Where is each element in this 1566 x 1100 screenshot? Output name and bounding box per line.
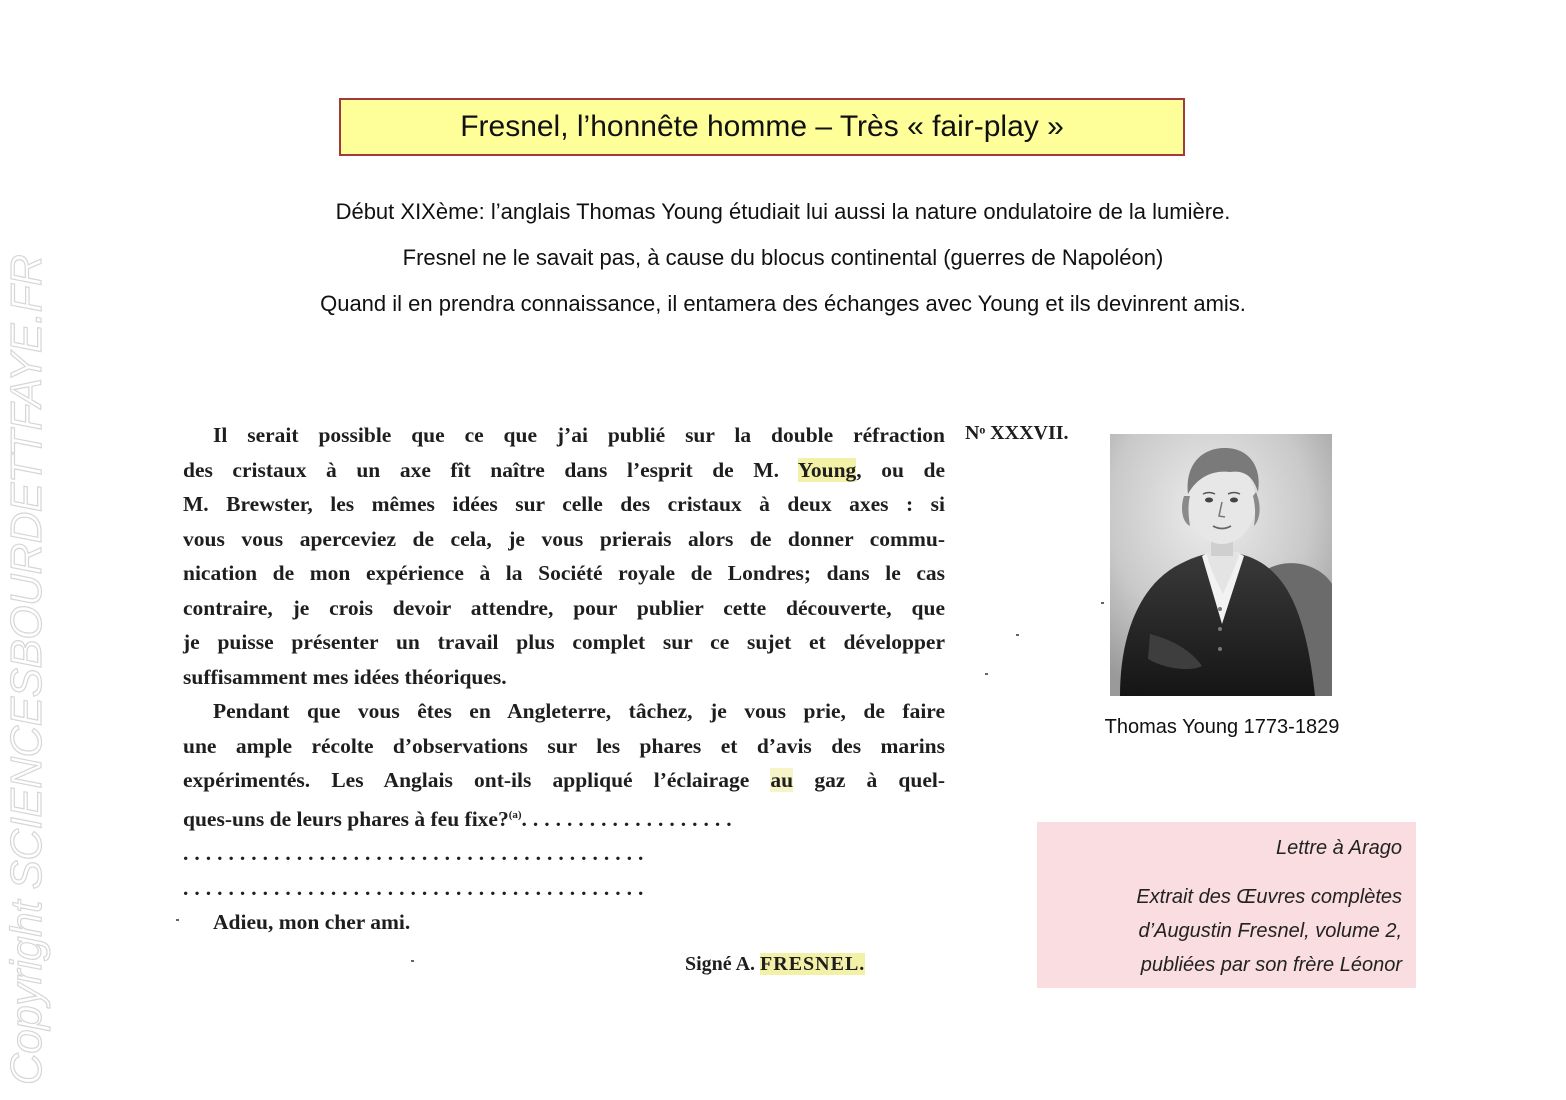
slide-title: Fresnel, l’honnête homme – Très « fair-play » [460,110,1064,143]
letter-line: expérimentés. Les Anglais ont-ils appliqué l’éclairage au gaz à quel- [183,768,946,792]
thomas-young-portrait [1110,434,1332,696]
letter-line: des cristaux à un axe fît naître dans l’esprit de M. Young, ou de [183,457,945,482]
source-line: publiées par son frère Léonor [1140,954,1402,976]
letter-line: une ample récolte d’observations sur les phares et d’avis des marins [183,733,945,758]
letter-line: M. Brewster, les mêmes idées sur celle des cristaux à deux axes : si [183,492,945,516]
intro-line-2: Fresnel ne le savait pas, à cause du blocus continental (guerres de Napoléon) [402,245,1164,270]
intro-line-1: Début XIXème: l’anglais Thomas Young étudiait lui aussi la nature ondulatoire de la lumière. [335,199,1231,224]
letter-line: contraire, je crois devoir attendre, pour publier cette découverte, que [183,595,945,620]
ellipsis-line: ......................................... [183,841,650,866]
intro-line-3: Quand il en prendra connaissance, il entamera des échanges avec Young et ils devinrent amis. [320,291,1246,316]
highlight-au: au [770,768,794,792]
letter-farewell: Adieu, mon cher ami. [213,910,411,935]
source-title: Lettre à Arago [1275,837,1402,859]
ellipsis-line: ......................................... [183,875,650,900]
letter-line: vous vous aperceviez de cela, je vous prierais alors de donner commu- [183,526,945,551]
letter-line: suffisamment mes idées théoriques. [183,664,507,689]
footnote-mark: (a) [508,808,522,821]
letter-number: Nᵒ XXXVII. [965,422,1069,444]
source-line: d’Augustin Fresnel, volume 2, [1138,920,1402,942]
letter-line: ques-uns de leurs phares à feu fixe?$^{(a)}$................... [183,806,738,831]
signature-name-highlight: FRESNEL. [760,953,866,975]
slide-title-box [339,98,1185,156]
portrait-caption: Thomas Young 1773-1829 [1104,716,1340,738]
letter-signature: Signé A. FRESNEL. [685,953,866,975]
letter-line: je puisse présenter un travail plus complet sur ce sujet et développer [183,630,945,654]
copyright-watermark: Copyright SCIENCESBOURDETTFAYE.FR [2,254,51,1085]
source-citation-box [1037,822,1416,988]
source-line: Extrait des Œuvres complètes [1136,886,1402,908]
letter-line: nication de mon expérience à la Société royale de Londres; dans le cas [183,561,945,585]
letter-line: Il serait possible que ce que j’ai publié sur la double réfraction [213,423,945,447]
highlight-young: Young [797,457,857,482]
letter-line: Pendant que vous êtes en Angleterre, tâchez, je vous prie, de faire [213,699,945,723]
letter-excerpt [183,418,945,940]
